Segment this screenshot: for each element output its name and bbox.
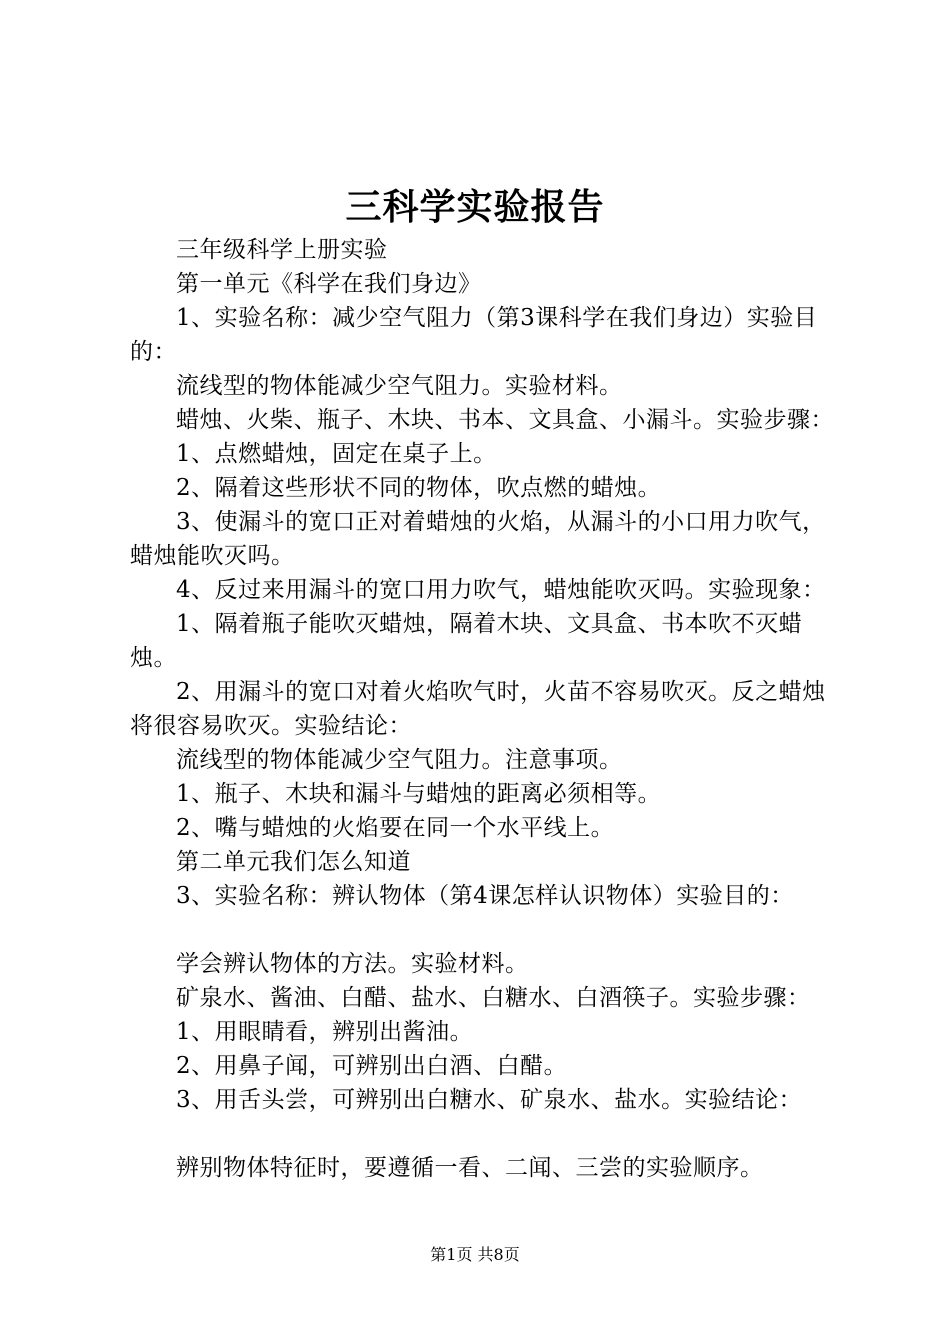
paragraph: 流线型的物体能减少空气阻力。实验材料。 [176, 373, 623, 399]
paragraph: 矿泉水、酱油、白醋、盐水、白糖水、白酒筷子。实验步骤： [176, 985, 811, 1011]
section-heading: 第二单元我们怎么知道 [176, 849, 411, 875]
paragraph: 第一单元《科学在我们身边》 [176, 271, 482, 297]
paragraph: 蜡烛、火柴、瓶子、木块、书本、文具盒、小漏斗。实验步骤： [176, 407, 834, 433]
paragraph: 2、用鼻子闻，可辨别出白酒、白醋。 [176, 1053, 568, 1079]
paragraph: 2、隔着这些形状不同的物体，吹点燃的蜡烛。 [176, 475, 662, 501]
paragraph: 1、用眼睛看，辨别出酱油。 [176, 1019, 474, 1045]
paragraph: 辨别物体特征时，要遵循一看、二闻、三尝的实验顺序。 [176, 1155, 764, 1181]
paragraph: 2、嘴与蜡烛的火焰要在同一个水平线上。 [176, 815, 615, 841]
document-title: 三科学实验报告 [345, 186, 605, 228]
paragraph: 2、用漏斗的宽口对着火焰吹气时，火苗不容易吹灭。反之蜡烛将很容易吹灭。实验结论： [130, 679, 826, 739]
paragraph: 4、反过来用漏斗的宽口用力吹气，蜡烛能吹灭吗。实验现象： [176, 577, 826, 603]
page-footer: 第1页 共8页 [430, 1245, 520, 1264]
paragraph: 1、瓶子、木块和漏斗与蜡烛的距离必须相等。 [176, 781, 662, 807]
paragraph: 3、实验名称：辨认物体（第4课怎样认识物体）实验目的： [176, 883, 794, 909]
paragraph: 流线型的物体能减少空气阻力。注意事项。 [176, 747, 623, 773]
paragraph: 3、使漏斗的宽口正对着蜡烛的火焰，从漏斗的小口用力吹气，蜡烛能吹灭吗。 [130, 509, 826, 569]
document-body [130, 233, 845, 1185]
paragraph: 1、点燃蜡烛，固定在桌子上。 [176, 441, 497, 467]
paragraph: 3、用舌头尝，可辨别出白糖水、矿泉水、盐水。实验结论： [176, 1087, 803, 1113]
paragraph: 1、实验名称：减少空气阻力（第3课科学在我们身边）实验目的： [130, 305, 818, 365]
paragraph: 三年级科学上册实验 [176, 237, 388, 263]
paragraph: 学会辨认物体的方法。实验材料。 [176, 951, 529, 977]
paragraph: 1、隔着瓶子能吹灭蜡烛，隔着木块、文具盒、书本吹不灭蜡烛。 [130, 611, 803, 671]
